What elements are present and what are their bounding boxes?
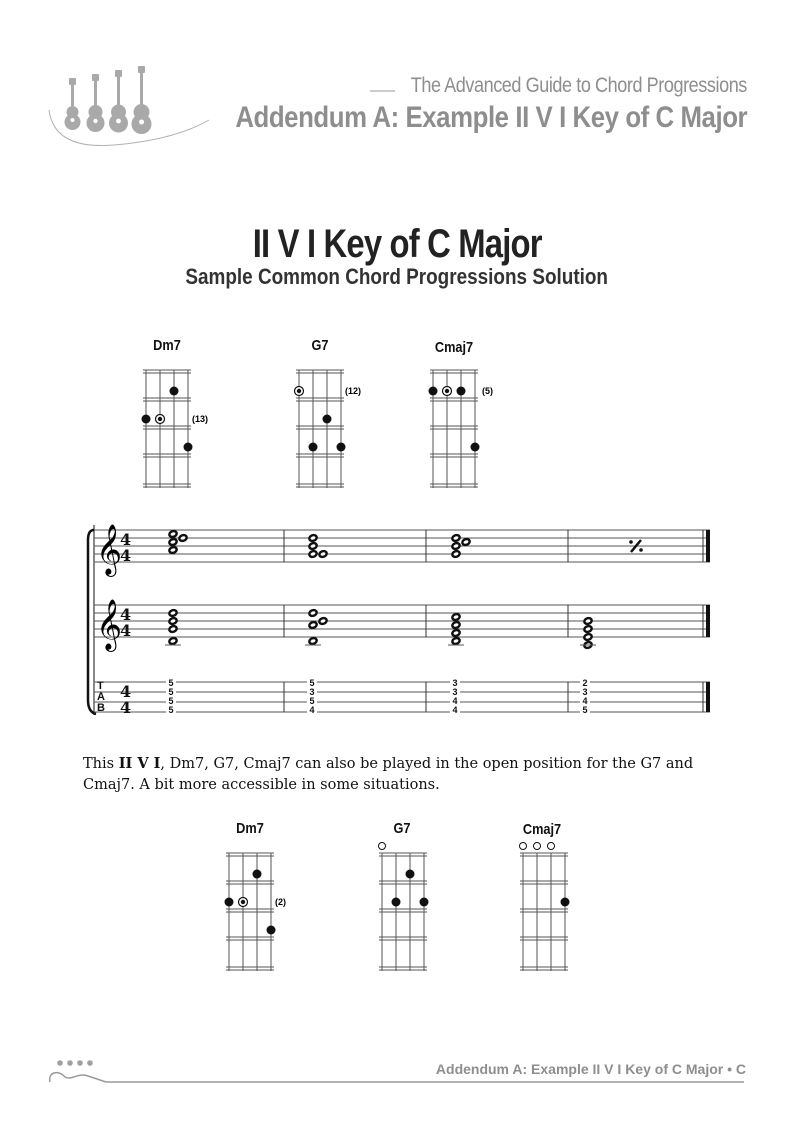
chord-name-cmaj7: Cmaj7 [434,339,474,356]
chord-name-g7: G7 [311,337,329,354]
svg-text:4: 4 [120,698,132,717]
svg-text:B: B [97,702,105,714]
chord-diagram-cmaj7 [417,362,527,497]
music-notation [86,520,716,720]
svg-text:5: 5 [168,705,174,715]
page-subtitle: Sample Common Chord Progressions Solution [185,264,609,289]
footer-text: Addendum A: Example II V I Key of C Major • C [435,1061,746,1077]
svg-text:A: A [97,691,105,703]
svg-text:4: 4 [120,682,132,701]
svg-text:5: 5 [309,678,315,688]
tab-clef [97,680,105,714]
chord-diagram-g7-open [366,845,476,980]
treble-clef-icon: 𝄞 [96,524,123,575]
finger-dot [337,443,346,452]
fret-position: (5) [482,386,493,396]
open-string-icon [520,843,527,850]
finger-dot [457,387,466,396]
finger-dot [142,415,151,424]
finger-dot [184,443,193,452]
chord-name-dm7-open: Dm7 [236,820,264,837]
finger-dot [471,443,480,452]
finger-dot [170,387,179,396]
svg-text:4: 4 [452,705,458,715]
finger-dot [406,870,415,879]
chord-diagram-dm7 [130,362,240,497]
open-string-icon [379,843,386,850]
svg-text:4: 4 [452,696,458,706]
fret-position: (13) [192,414,209,424]
svg-text:5: 5 [309,696,315,706]
fret-position: (12) [345,386,362,396]
svg-text:4: 4 [120,621,132,640]
svg-text:4: 4 [120,546,132,565]
svg-text:3: 3 [452,687,458,697]
page-title: II V I Key of C Major [252,222,542,266]
svg-text:5: 5 [168,678,174,688]
chord-name-cmaj7-open: Cmaj7 [522,821,562,838]
finger-dot [225,898,234,907]
finger-dot [253,870,262,879]
svg-text:5: 5 [168,696,174,706]
svg-text:3: 3 [582,687,588,697]
open-string-icon [548,843,555,850]
finger-dot [309,443,318,452]
svg-text:T: T [97,680,104,692]
finger-dot [323,415,332,424]
finger-dot [561,898,570,907]
svg-text:4: 4 [582,696,588,706]
svg-text:2: 2 [582,678,588,688]
finger-dot [267,926,276,935]
open-string-icon [534,843,541,850]
svg-text:4: 4 [120,530,132,549]
chord-name-g7-open: G7 [393,820,411,837]
svg-text:5: 5 [582,705,588,715]
ukulele-logo-icon [44,60,214,160]
book-title: The Advanced Guide to Chord Progressions [410,74,747,97]
description-paragraph: This II V I, Dm7, G7, Cmaj7 can also be played in the open position for the G7 and Cmaj7. A bit more accessible in some situations. [83,755,694,793]
svg-text:3: 3 [452,678,458,688]
svg-text:4: 4 [120,605,132,624]
chord-diagram-g7 [283,362,393,497]
svg-text:4: 4 [309,705,315,715]
svg-text:5: 5 [168,687,174,697]
chord-name-dm7: Dm7 [153,337,181,354]
system-bracket [88,530,96,714]
svg-text:3: 3 [309,687,315,697]
finger-dot [392,898,401,907]
finger-dot [429,387,438,396]
fret-position: (2) [275,897,286,907]
finger-dot [420,898,429,907]
chord-diagram-cmaj7-open [507,845,617,980]
chord-diagram-dm7-open [213,845,323,980]
treble-clef-icon: 𝄞 [96,599,123,650]
section-title: Addendum A: Example II V I Key of C Major [235,101,747,134]
